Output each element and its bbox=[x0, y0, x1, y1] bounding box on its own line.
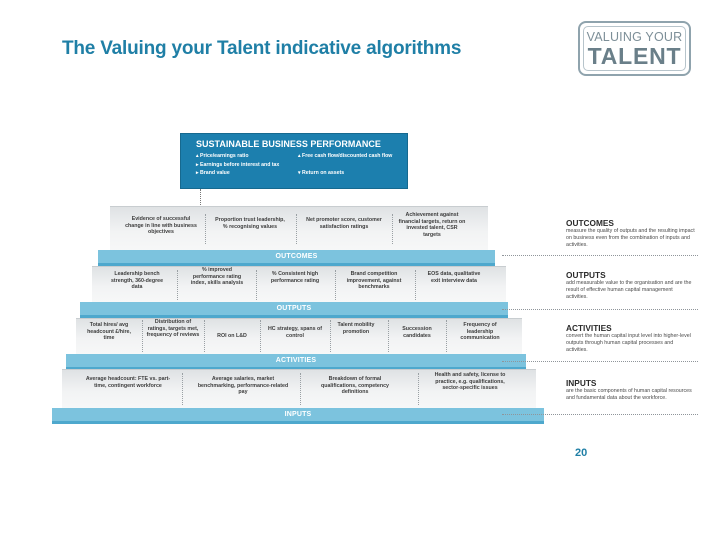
activities-cell: Succession candidates bbox=[402, 326, 432, 339]
legend-text: convert the human capital input level into higher-level outputs through human capital processes and activities. bbox=[566, 333, 691, 353]
activities-bar: ACTIVITIES bbox=[66, 354, 526, 367]
outputs-cell: % Consistent high performance rating bbox=[270, 271, 320, 284]
legend-text: add measurable value to the organisation and are the result of effective human capital management activities. bbox=[566, 280, 692, 300]
outputs-cell: % improved performance rating index, skills analysis bbox=[190, 267, 244, 287]
divider bbox=[260, 320, 261, 352]
sbp-item: ▸ Earnings before interest and tax bbox=[196, 161, 280, 168]
outcomes-cell: Achievement against financial targets, return on invested talent, CSR targets bbox=[398, 212, 466, 238]
divider bbox=[204, 320, 205, 352]
outputs-cell: Brand competition improvement, against benchmarks bbox=[346, 271, 402, 291]
activities-cell: Total hires/ avg headcount £/hire, time bbox=[87, 322, 131, 342]
legend-divider bbox=[502, 414, 698, 415]
divider bbox=[388, 320, 389, 352]
inputs-cell: Average headcount: FTE vs. part-time, contingent workforce bbox=[85, 376, 171, 389]
sbp-item bbox=[298, 161, 400, 170]
divider bbox=[446, 320, 447, 352]
divider bbox=[182, 373, 183, 405]
activities-cell: HC strategy, spans of control bbox=[267, 326, 323, 339]
activities-cell: Talent mobility promotion bbox=[337, 322, 375, 335]
activities-cell: Frequency of leadership communication bbox=[460, 322, 500, 342]
outputs-cell: EOS data, qualitative exit interview data bbox=[427, 271, 481, 284]
divider bbox=[205, 214, 206, 244]
divider bbox=[296, 214, 297, 244]
outcomes-cell: Evidence of successful change in line with business objectives bbox=[125, 216, 197, 236]
outputs-bar: OUTPUTS bbox=[80, 302, 508, 315]
activities-cell: Distribution of ratings, targets met, frequency of reviews bbox=[146, 319, 200, 339]
legend-heading: OUTPUTS bbox=[566, 270, 606, 280]
legend-heading: INPUTS bbox=[566, 378, 597, 388]
page-title: The Valuing your Talent indicative algorithms bbox=[62, 38, 462, 59]
outcomes-bar: OUTCOMES bbox=[98, 250, 495, 263]
legend-outcomes bbox=[566, 218, 696, 249]
divider bbox=[330, 320, 331, 352]
legend-heading: OUTCOMES bbox=[566, 218, 614, 228]
logo-line-1: VALUING YOUR bbox=[586, 30, 683, 44]
legend-text: are the basic components of human capital resources and fundamental data about the workforce. bbox=[566, 388, 692, 401]
legend-inputs bbox=[566, 378, 696, 402]
sbp-item: ▴ Price/earnings ratio bbox=[196, 153, 249, 159]
sbp-item: ▸ Brand value bbox=[196, 170, 230, 176]
inputs-cell: Average salaries, market benchmarking, performance-related pay bbox=[197, 376, 289, 396]
divider bbox=[392, 214, 393, 244]
legend-heading: ACTIVITIES bbox=[566, 323, 612, 333]
valuing-your-talent-logo bbox=[578, 21, 691, 76]
logo-line-2: TALENT bbox=[587, 43, 682, 69]
divider bbox=[415, 270, 416, 300]
outputs-cell: Leadership bench strength, 360-degree data bbox=[110, 271, 164, 291]
inputs-cell: Breakdown of formal qualifications, competency definitions bbox=[321, 376, 389, 396]
sbp-item: ▴ Free cash flow/discounted cash flow bbox=[298, 153, 393, 159]
divider bbox=[256, 270, 257, 300]
sbp-item: ▾ Return on assets bbox=[298, 170, 345, 176]
activities-cell: ROI on L&D bbox=[217, 333, 247, 339]
legend-outputs bbox=[566, 270, 696, 301]
outcomes-cell: Net promoter score, customer satisfaction ratings bbox=[306, 217, 382, 230]
divider bbox=[418, 373, 419, 405]
legend-activities bbox=[566, 323, 696, 354]
legend-text: measure the quality of outputs and the resulting impact on business even from the combination of inputs and activities. bbox=[566, 228, 695, 248]
divider bbox=[142, 320, 143, 352]
divider bbox=[300, 373, 301, 405]
divider bbox=[177, 270, 178, 300]
inputs-cell: Health and safety, license to practice, e.g. qualifications, sector-specific issues bbox=[434, 372, 506, 392]
outcomes-cell: Proportion trust leadership, % recognising values bbox=[215, 217, 285, 230]
legend-divider bbox=[502, 255, 698, 256]
page-number: 20 bbox=[575, 447, 588, 459]
legend-divider bbox=[502, 361, 698, 362]
sbp-title: SUSTAINABLE BUSINESS PERFORMANCE bbox=[196, 139, 381, 149]
legend-divider bbox=[502, 309, 698, 310]
sustainable-business-performance-box bbox=[180, 133, 408, 189]
divider bbox=[335, 270, 336, 300]
connector-dotted-line bbox=[200, 189, 201, 205]
inputs-bar: INPUTS bbox=[52, 408, 544, 421]
